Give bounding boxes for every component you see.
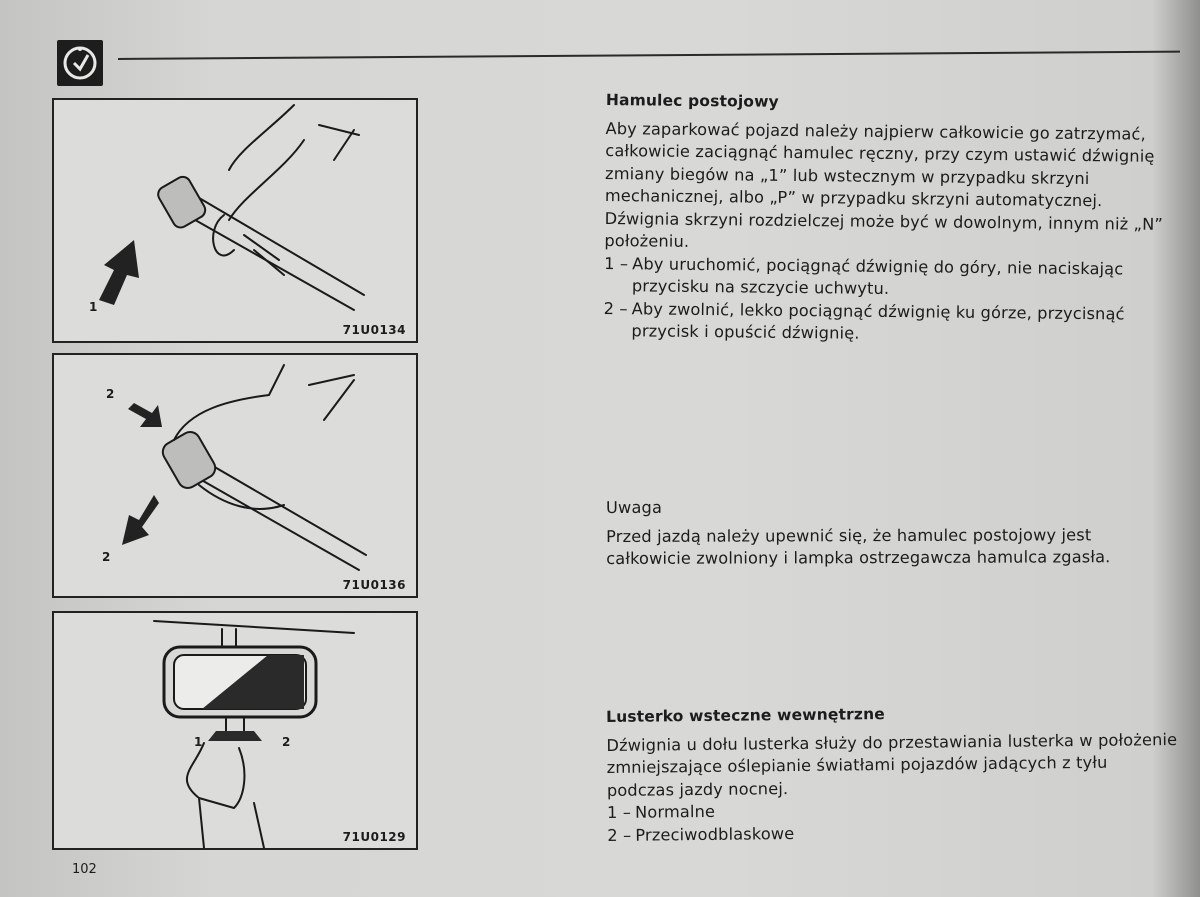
section-heading: Lusterko wsteczne wewnętrzne xyxy=(606,705,885,726)
item-text: Przeciwodblaskowe xyxy=(635,823,795,845)
note-section xyxy=(606,495,1178,570)
item-number: 1 – xyxy=(604,253,629,273)
figure-label: 1 xyxy=(89,300,98,314)
figure-label: 2 xyxy=(282,735,291,749)
item-number: 2 – xyxy=(607,825,632,845)
figure-brake-pull xyxy=(52,98,418,343)
item-text: Aby uruchomić, pociągnąć dźwignię do góry, nie naciskając przycisku na szczycie uchwytu. xyxy=(631,253,1124,298)
paragraph: Aby zaparkować pojazd należy najpierw całkowicie go zatrzymać, całkowicie zaciągnąć hamulec ręczny, przy czym ustawić dźwignię zmiany biegów na „1” lub wstecznym w przypadku skrzyni mechanicznej, albo „P” w przypadku skrzyni automatycznej. Dźwignia skrzyni rozdzielczej może być w dowolnym, innym niż „N” położeniu. xyxy=(604,118,1164,251)
mirror-illustration xyxy=(54,613,416,848)
figure-rearview-mirror xyxy=(52,611,418,850)
figure-label: 2 xyxy=(102,550,111,564)
figure-code: 71U0136 xyxy=(342,578,406,592)
mirror-section xyxy=(606,700,1179,847)
info-icon xyxy=(57,40,103,86)
item-number: 1 – xyxy=(607,802,632,822)
paragraph: Dźwignia u dołu lusterka służy do przestawiania lusterka w położenie zmniejszające oślepianie światłami pojazdów jadących z tyłu podczas jazdy nocnej. xyxy=(606,729,1178,800)
item-text: Normalne xyxy=(635,801,716,822)
parking-brake-section xyxy=(603,89,1178,348)
list-item xyxy=(604,252,1176,303)
figure-code: 71U0129 xyxy=(342,830,406,844)
figure-code: 71U0134 xyxy=(342,323,406,337)
page-number: 102 xyxy=(72,862,97,877)
paragraph: Przed jazdą należy upewnić się, że hamulec postojowy jest całkowicie zwolniony i lampka ostrzegawcza hamulca zgasła. xyxy=(606,524,1111,568)
figure-label: 2 xyxy=(106,387,115,401)
arrow-up-icon xyxy=(54,100,416,341)
section-heading: Uwaga xyxy=(606,497,663,517)
figure-label: 1 xyxy=(194,735,203,749)
figure-brake-release xyxy=(52,353,418,598)
section-heading: Hamulec postojowy xyxy=(605,90,779,111)
item-number: 2 – xyxy=(603,298,628,318)
item-text: Aby zwolnić, lekko pociągnąć dźwignię ku górze, przycisnąć przycisk i opuścić dźwignię. xyxy=(631,298,1125,343)
list-item xyxy=(603,297,1175,348)
